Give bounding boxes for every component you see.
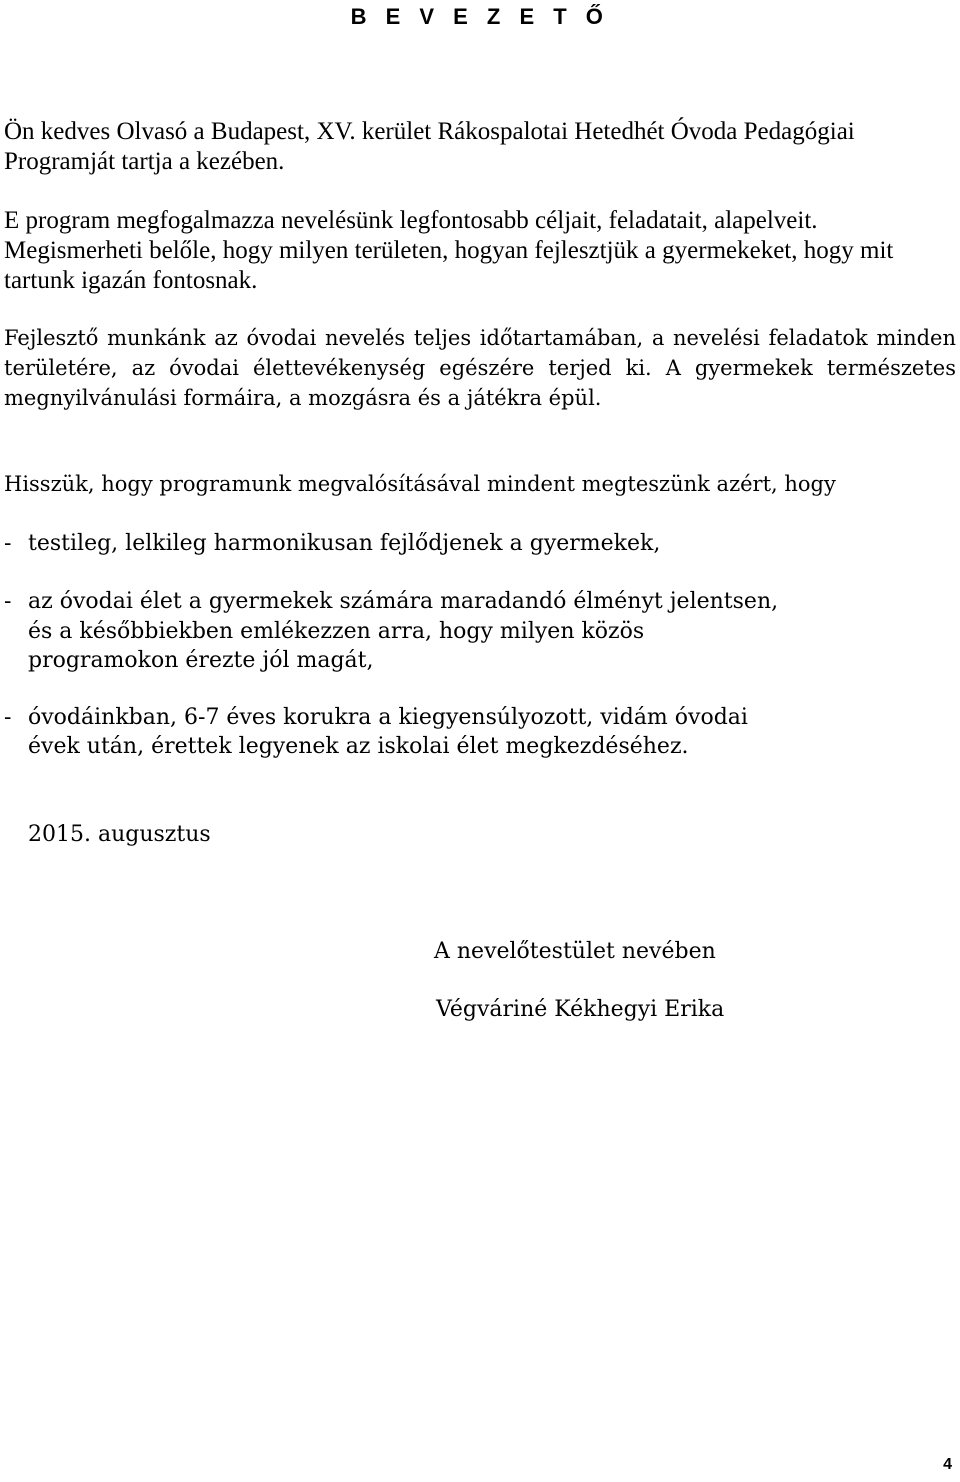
page-number: 4 [943, 1456, 952, 1473]
page-heading: B E V E Z E T Ő [350, 4, 610, 29]
list-dash: - [4, 705, 12, 730]
paragraph-development: Fejlesztő munkánk az óvodai nevelés teljes időtartamában, a nevelési feladatok minden területére, az óvodai élettevékenység egészére terjed ki. A gyermekek természetes megnyilvánulási formáira, a mozgásra és a játékra épül. [4, 326, 956, 410]
paragraph-intro: Ön kedves Olvasó a Budapest, XV. kerület Rákospalotai Hetedhét Óvoda Pedagógiai Programját tartja a kezében. [4, 118, 855, 175]
list-item-line: testileg, lelkileg harmonikusan fejlődjenek a gyermekek, [28, 531, 661, 556]
paragraph-program-goals: E program megfogalmazza nevelésünk legfontosabb céljait, feladatait, alapelveit. Megismerheti belőle, hogy milyen területen, hogyan fejlesztjük a gyermekeket, hogy mit tartunk igazán fontosnak. [4, 207, 894, 294]
document-date: 2015. augusztus [28, 822, 211, 847]
signature-name: Végváriné Kékhegyi Erika [436, 997, 725, 1022]
list-item-line: és a későbbiekben emlékezzen arra, hogy milyen közös [28, 619, 645, 644]
list-item-line: óvodáinkban, 6-7 éves korukra a kiegyensúlyozott, vidám óvodai [28, 705, 748, 730]
list-dash: - [4, 589, 12, 614]
signature-title: A nevelőtestület nevében [434, 939, 716, 964]
list-item-line: az óvodai élet a gyermekek számára maradandó élményt jelentsen, [28, 589, 779, 614]
paragraph-belief: Hisszük, hogy programunk megvalósításával mindent megteszünk azért, hogy [4, 472, 836, 496]
list-item-line: évek után, érettek legyenek az iskolai élet megkezdéséhez. [28, 734, 689, 759]
list-dash: - [4, 531, 12, 556]
list-item-line: programokon érezte jól magát, [28, 648, 374, 673]
